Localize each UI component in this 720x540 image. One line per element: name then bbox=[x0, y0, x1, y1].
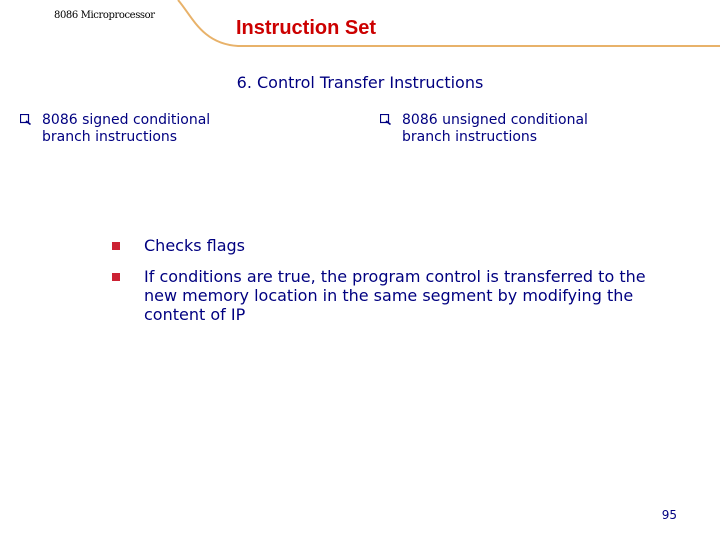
bullet-item bbox=[112, 267, 672, 324]
square-bullet-icon bbox=[112, 273, 120, 281]
column-unsigned-branches bbox=[380, 112, 700, 146]
bullet-item bbox=[112, 236, 672, 255]
bullet-list bbox=[112, 236, 672, 336]
column-signed-label: 8086 signed conditional branch instructions bbox=[42, 112, 211, 145]
course-name: 8086 Microprocessor bbox=[54, 10, 155, 21]
checkbox-q-icon bbox=[20, 114, 31, 125]
slide-title: Instruction Set bbox=[236, 17, 377, 39]
bullet-text: If conditions are true, the program control is transferred to the new memory location in the same segment by modifying the content of IP bbox=[144, 267, 646, 324]
section-heading: 6. Control Transfer Instructions bbox=[236, 73, 484, 92]
column-unsigned-label: 8086 unsigned conditional branch instructions bbox=[402, 112, 588, 145]
square-bullet-icon bbox=[112, 242, 120, 250]
bullet-text: Checks flags bbox=[144, 236, 246, 255]
column-signed-branches bbox=[20, 112, 320, 146]
page-number: 95 bbox=[661, 508, 677, 522]
checkbox-q-icon bbox=[380, 114, 391, 125]
